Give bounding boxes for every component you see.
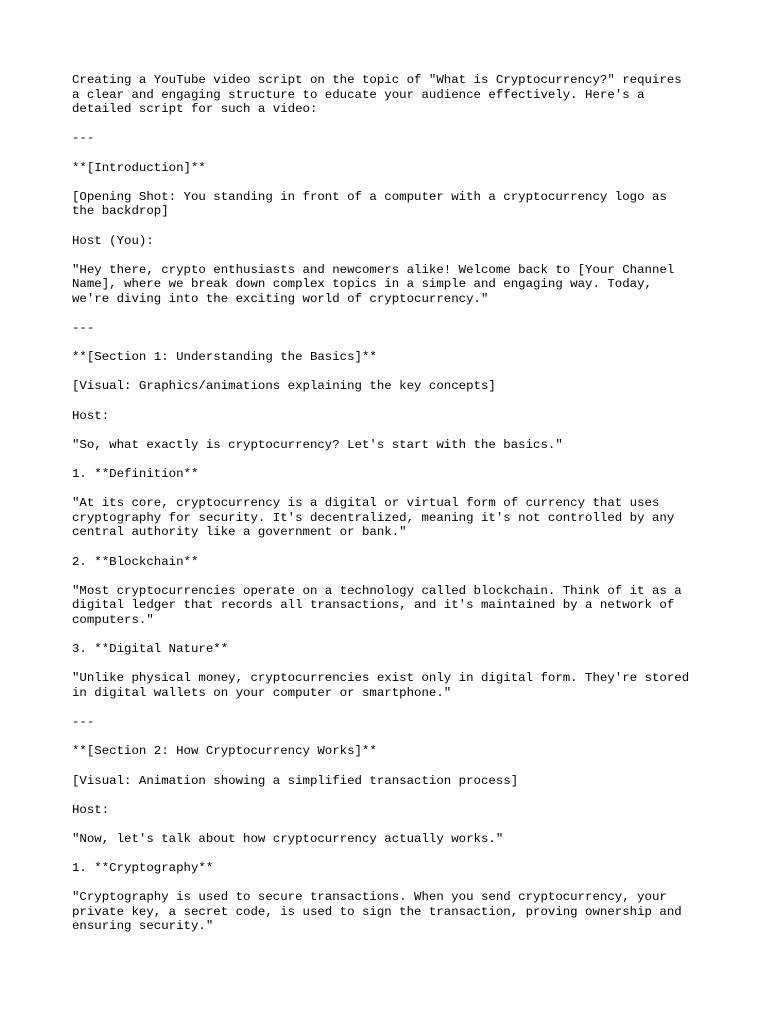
separator: --- bbox=[72, 715, 95, 730]
list-item-definition: 1. **Definition** bbox=[72, 467, 199, 482]
section-heading-how-it-works: **[Section 2: How Cryptocurrency Works]** bbox=[72, 744, 377, 759]
digital-nature-paragraph: "Unlike physical money, cryptocurrencies exist only in digital form. They're stored in digital wallets on your computer or smartphone." bbox=[72, 671, 690, 700]
host-line-how-it-works: "Now, let's talk about how cryptocurrency actually works." bbox=[72, 831, 504, 846]
list-item-cryptography: 1. **Cryptography** bbox=[72, 861, 214, 876]
speaker-label-host: Host: bbox=[72, 802, 110, 817]
stage-direction-visual-concepts: [Visual: Graphics/animations explaining the key concepts] bbox=[72, 379, 496, 394]
intro-paragraph: Creating a YouTube video script on the topic of "What is Cryptocurrency?" requires a clear and engaging structure to educate your audience effectively. Here's a detailed script for such a video: bbox=[72, 73, 682, 117]
definition-paragraph: "At its core, cryptocurrency is a digital or virtual form of currency that uses cryptography for security. It's decentralized, meaning it's not controlled by any central authority like a government or bank." bbox=[72, 496, 675, 540]
section-heading-basics: **[Section 1: Understanding the Basics]** bbox=[72, 350, 377, 365]
section-heading-introduction: **[Introduction]** bbox=[72, 160, 206, 175]
list-item-digital-nature: 3. **Digital Nature** bbox=[72, 642, 229, 657]
host-line-basics: "So, what exactly is cryptocurrency? Let's start with the basics." bbox=[72, 437, 563, 452]
blockchain-paragraph: "Most cryptocurrencies operate on a technology called blockchain. Think of it as a digital ledger that records all transactions, and it's maintained by a network of computers." bbox=[72, 583, 682, 627]
cryptography-paragraph: "Cryptography is used to secure transactions. When you send cryptocurrency, your private key, a secret code, is used to sign the transaction, proving ownership and ensuring security." bbox=[72, 890, 682, 934]
speaker-label-host: Host: bbox=[72, 408, 110, 423]
stage-direction-opening-shot: [Opening Shot: You standing in front of a computer with a cryptocurrency logo as the backdrop] bbox=[72, 189, 667, 219]
separator: --- bbox=[72, 321, 95, 336]
document-page bbox=[72, 73, 712, 949]
stage-direction-visual-transaction: [Visual: Animation showing a simplified transaction process] bbox=[72, 773, 519, 788]
separator: --- bbox=[72, 131, 95, 146]
list-item-blockchain: 2. **Blockchain** bbox=[72, 554, 199, 569]
host-line-welcome: "Hey there, crypto enthusiasts and newcomers alike! Welcome back to [Your Channel Name], where we break down complex topics in a simple and engaging way. Today, we're diving into the exciting world of cryptocurrency." bbox=[72, 262, 675, 306]
speaker-label-host-you: Host (You): bbox=[72, 233, 154, 248]
